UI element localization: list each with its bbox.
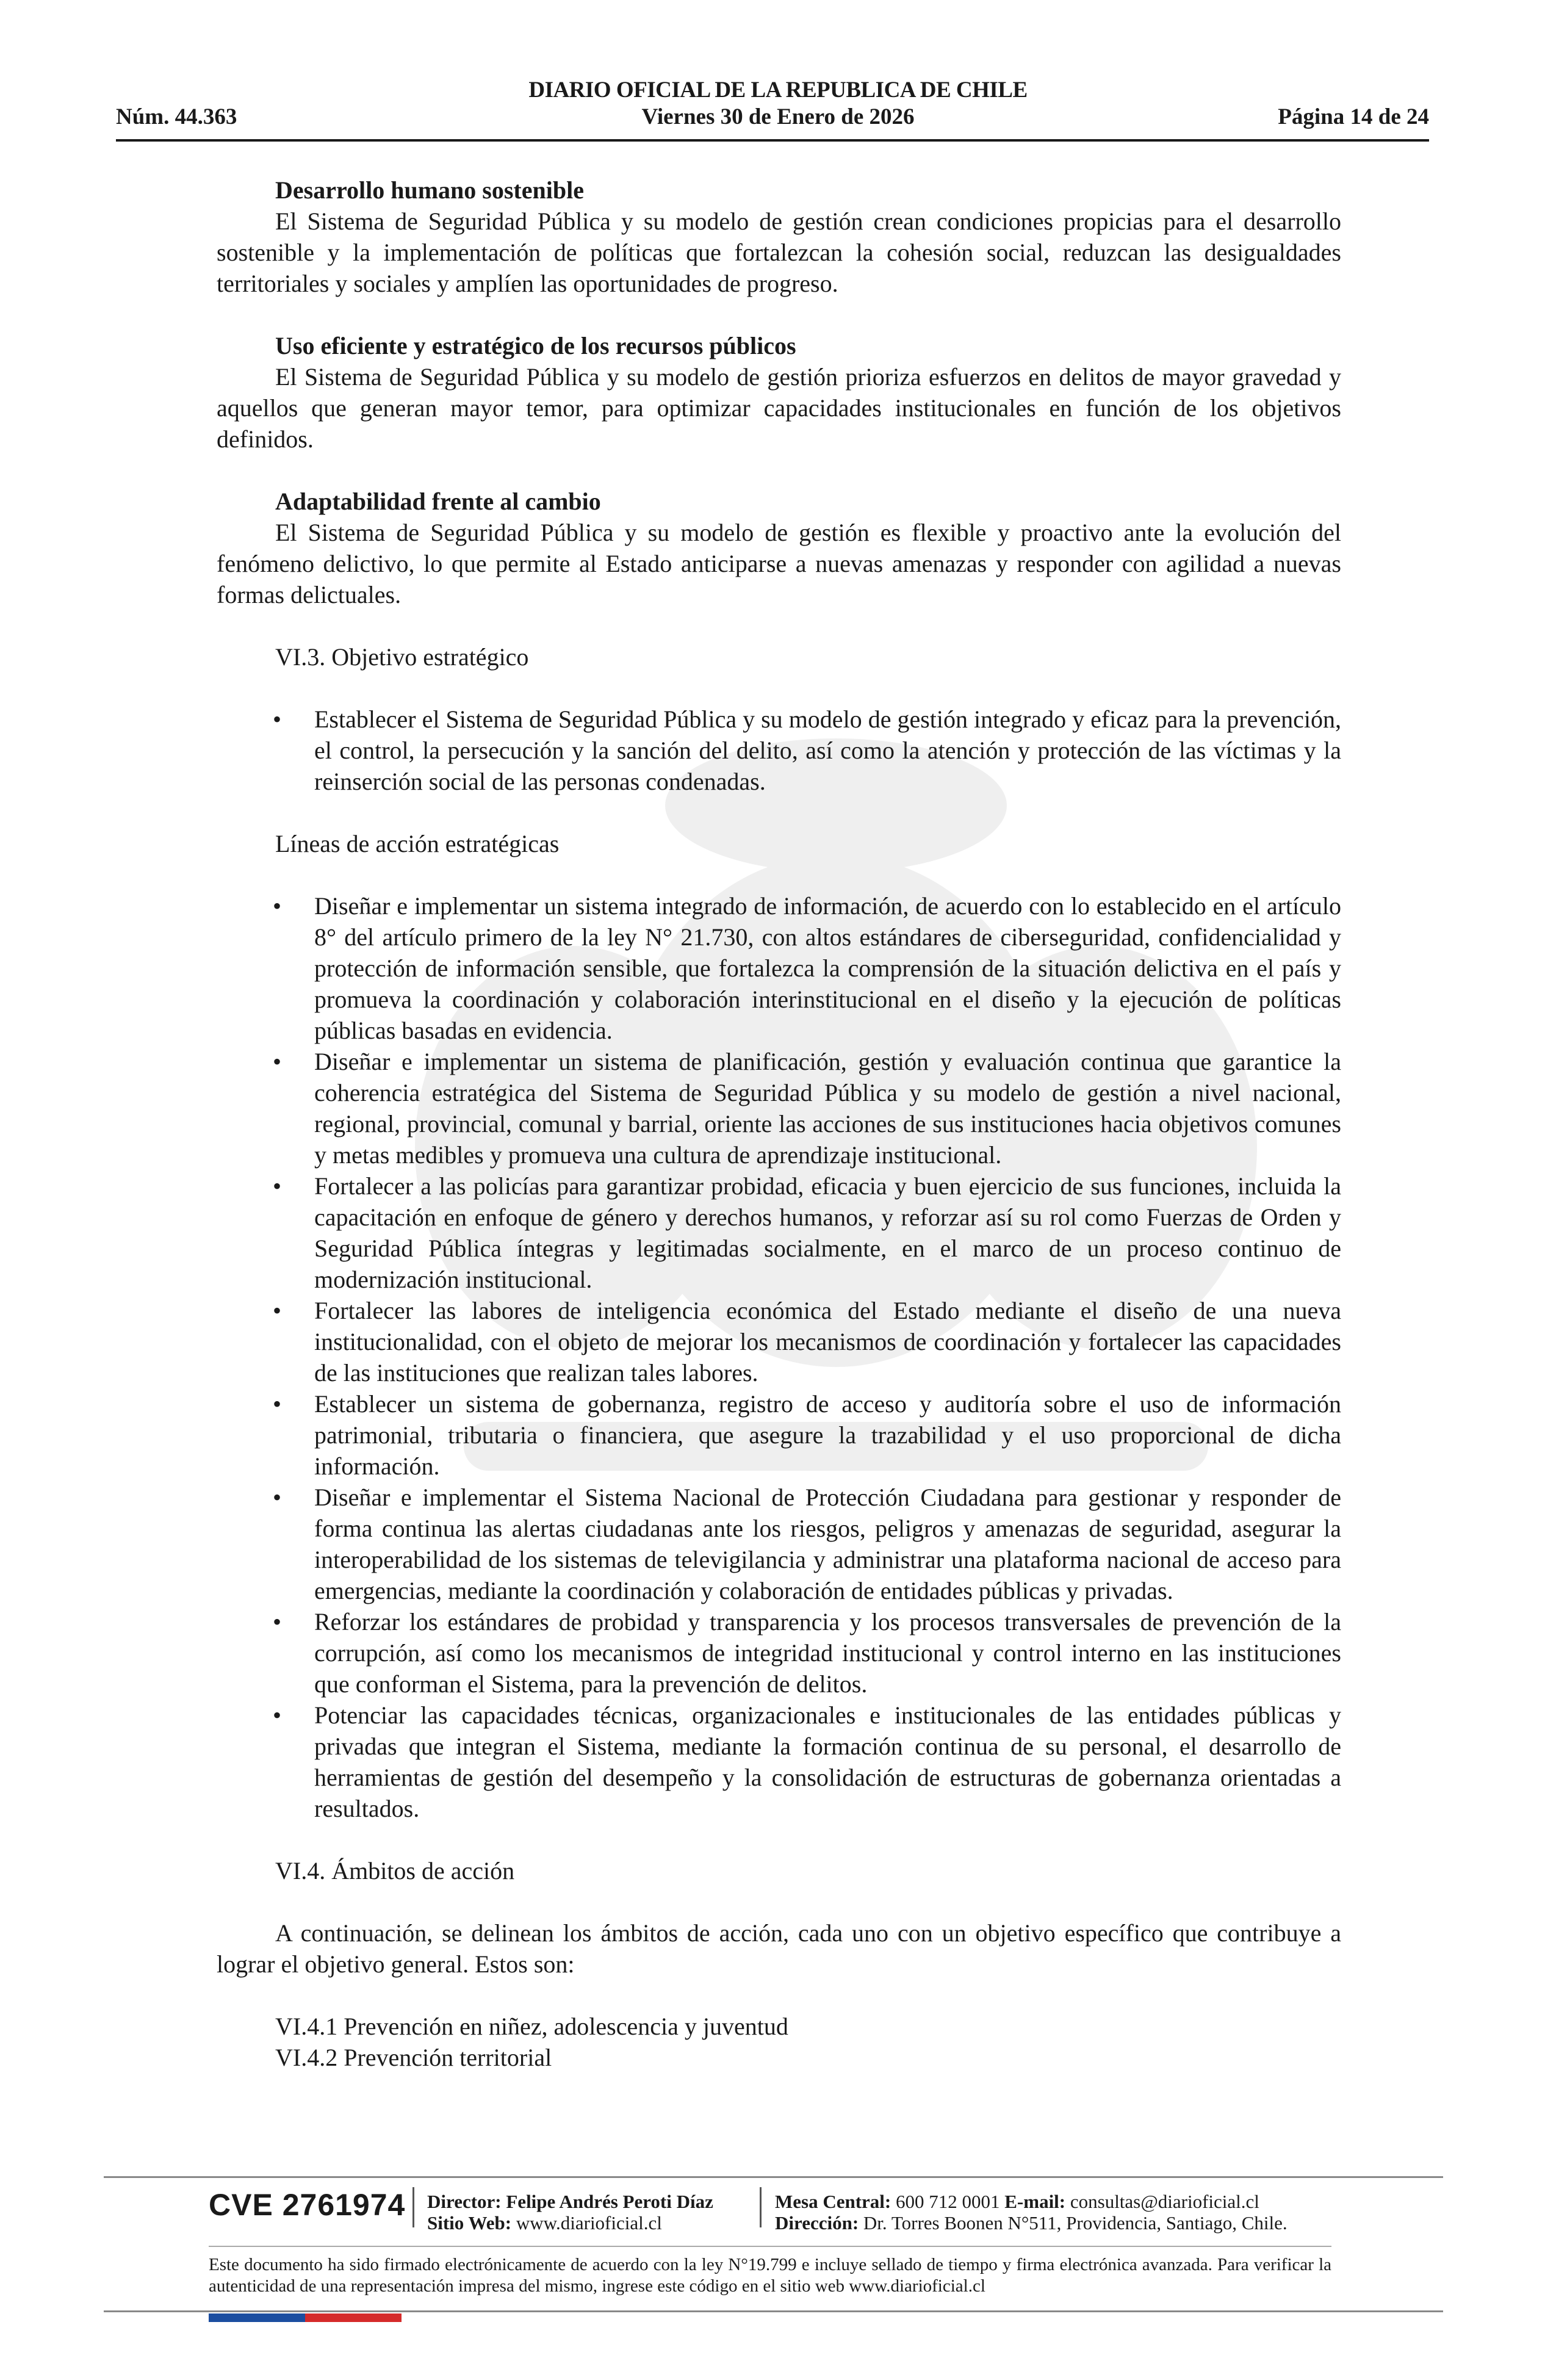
objective-heading: VI.3. Objetivo estratégico xyxy=(275,643,529,671)
flag-stripe-blue xyxy=(209,2313,305,2322)
document-body xyxy=(217,175,1341,2073)
newspaper-title: DIARIO OFICIAL DE LA REPUBLICA DE CHILE xyxy=(528,78,1028,103)
list-item: • Fortalecer a las policías para garantizar probidad, eficacia y buen ejercicio de sus funciones, incluida la capacitación en enfoque de género y derechos humanos, y reforzar así su rol como Fuerzas de Orden y Seguridad Pública íntegras y legitimadas socialmente, en el marco de un proceso continuo de modernización institucional. xyxy=(217,1170,1341,1295)
section-title: Desarrollo humano sostenible xyxy=(275,176,584,204)
mesa-label: Mesa Central: xyxy=(775,2191,891,2212)
director-label: Director: xyxy=(427,2191,502,2212)
bullet-icon: • xyxy=(273,1484,282,1511)
section-adaptabilidad xyxy=(217,486,1341,610)
section-desarrollo xyxy=(217,175,1341,299)
bullet-icon: • xyxy=(273,1390,282,1418)
address: Dr. Torres Boonen N°511, Providencia, Santiago, Chile. xyxy=(863,2212,1288,2234)
ambitos-intro-block xyxy=(217,1917,1341,1980)
footer-separator xyxy=(760,2187,762,2227)
ambitos-heading-block xyxy=(217,1855,1341,1886)
objective-heading-block xyxy=(217,641,1341,673)
list-item: • Fortalecer las labores de inteligencia económica del Estado mediante el diseño de una nueva institucionalidad, con el objeto de mejorar los mecanismos de coordinación y fortalecer las capacidades de las instituciones que realizan tales labores. xyxy=(217,1295,1341,1388)
lines-heading-block xyxy=(217,828,1341,859)
lines-list xyxy=(217,890,1341,1824)
list-item: • Reforzar los estándares de probidad y transparencia y los procesos transversales de prevención de la corrupción, así como los mecanismos de integridad institucional y control interno en las instituciones que conforman el Sistema, para la prevención de delitos. xyxy=(217,1606,1341,1700)
issue-number: Núm. 44.363 xyxy=(116,104,237,129)
bullet-icon: • xyxy=(273,892,282,920)
director-name: Felipe Andrés Peroti Díaz xyxy=(506,2191,713,2212)
list-item: • Diseñar e implementar el Sistema Nacional de Protección Ciudadana para gestionar y responder de forma continua las alertas ciudadanas ante los riesgos, peligros y amenazas de seguridad, asegurar la interoperabilidad de los sistemas de televigilancia y administrar una plataforma nacional de acceso para emergencias, mediante la coordinación y colaboración de entidades públicas y privadas. xyxy=(217,1482,1341,1606)
cve-code: CVE 2761974 xyxy=(209,2188,406,2222)
bullet-icon: • xyxy=(273,705,282,733)
section-text: El Sistema de Seguridad Pública y su modelo de gestión crean condiciones propicias para el desarrollo sostenible y la implementación de políticas que fortalezcan la cohesión social, reduzcan las desigualdades territoriales y sociales y amplíen las oportunidades de progreso. xyxy=(217,207,1341,297)
ambitos-intro: A continuación, se delinean los ámbitos de acción, cada uno con un objetivo específico que contribuye a lograr el objetivo general. Estos son: xyxy=(217,1919,1341,1978)
ambitos-list xyxy=(217,2011,1341,2073)
lines-heading: Líneas de acción estratégicas xyxy=(275,830,560,857)
bullet-icon: • xyxy=(273,1701,282,1729)
bullet-icon: • xyxy=(273,1048,282,1075)
section-title: Adaptabilidad frente al cambio xyxy=(275,488,601,515)
list-item: • Diseñar e implementar un sistema integrado de información, de acuerdo con lo establecido en el artículo 8° del artículo primero de la ley N° 21.730, con altos estándares de ciberseguridad, confidencialidad y protección de información sensible, que fortalezca la comprensión de la situación delictiva en el país y promueva la coordinación y colaboración interinstitucional en el diseño y la ejecución de políticas públicas basadas en evidencia. xyxy=(217,890,1341,1046)
footer-separator xyxy=(412,2187,414,2227)
flag-stripe-red xyxy=(305,2313,402,2322)
section-text: El Sistema de Seguridad Pública y su modelo de gestión es flexible y proactivo ante la evolución del fenómeno delictivo, lo que permite al Estado anticiparse a nuevas amenazas y responder con agilidad a nuevas formas delictuales. xyxy=(217,519,1341,608)
website-label: Sitio Web: xyxy=(427,2212,512,2234)
section-title: Uso eficiente y estratégico de los recursos públicos xyxy=(275,332,796,359)
list-item: • Diseñar e implementar un sistema de planificación, gestión y evaluación continua que garantice la coherencia estratégica del Sistema de Seguridad Pública y su modelo de gestión a nivel nacional, regional, provincial, comunal y barrial, oriente las acciones de sus instituciones hacia objetivos comunes y metas medibles y promueva una cultura de aprendizaje institucional. xyxy=(217,1046,1341,1170)
list-item: • Establecer un sistema de gobernanza, registro de acceso y auditoría sobre el uso de información patrimonial, tributaria o financiera, que asegure la trazabilidad y el uso proporcional de dicha información. xyxy=(217,1388,1341,1482)
footer-divider xyxy=(209,2246,1331,2247)
legal-notice: Este documento ha sido firmado electrónicamente de acuerdo con la ley N°19.799 e incluye sellado de tiempo y firma electrónica avanzada. Para verificar la autenticidad de una representación impresa del mismo, ingrese este código en el sitio web www.diarioficial.cl xyxy=(209,2255,1331,2296)
footer-bottom-rule xyxy=(104,2310,1443,2312)
website-link[interactable]: www.diarioficial.cl xyxy=(516,2212,662,2234)
ambito-item: VI.4.2 Prevención territorial xyxy=(275,2044,552,2071)
list-item: • Establecer el Sistema de Seguridad Pública y su modelo de gestión integrado y eficaz para la prevención, el control, la persecución y la sanción del delito, así como la atención y protección de las víctimas y la reinserción social de las personas condenadas. xyxy=(217,704,1341,797)
objective-list xyxy=(217,704,1341,797)
section-uso-eficiente xyxy=(217,330,1341,455)
email-link[interactable]: consultas@diarioficial.cl xyxy=(1070,2191,1259,2212)
ambitos-heading: VI.4. Ámbitos de acción xyxy=(275,1857,515,1884)
list-item: • Potenciar las capacidades técnicas, organizacionales e institucionales de las entidades públicas y privadas que integran el Sistema, mediante la formación continua de su personal, el desarrollo de herramientas de gestión del desempeño y la consolidación de estructuras de gobernanza orientadas a resultados. xyxy=(217,1700,1341,1824)
header-divider xyxy=(116,139,1429,142)
email-label: E-mail: xyxy=(1004,2191,1066,2212)
section-text: El Sistema de Seguridad Pública y su modelo de gestión prioriza esfuerzos en delitos de mayor gravedad y aquellos que generan mayor temor, para optimizar capacidades institucionales en función de los objetivos definidos. xyxy=(217,363,1341,453)
bullet-icon: • xyxy=(273,1172,282,1200)
bullet-icon: • xyxy=(273,1608,282,1635)
ambito-item: VI.4.1 Prevención en niñez, adolescencia y juventud xyxy=(275,2013,788,2040)
footer-top-rule xyxy=(104,2176,1443,2178)
bullet-icon: • xyxy=(273,1297,282,1324)
mesa-phone: 600 712 0001 xyxy=(896,2191,1000,2212)
page-number: Página 14 de 24 xyxy=(1278,104,1429,129)
address-label: Dirección: xyxy=(775,2212,859,2234)
footer-director-block xyxy=(427,2191,713,2234)
footer-contact-block xyxy=(775,2191,1288,2234)
issue-date: Viernes 30 de Enero de 2026 xyxy=(641,104,915,129)
